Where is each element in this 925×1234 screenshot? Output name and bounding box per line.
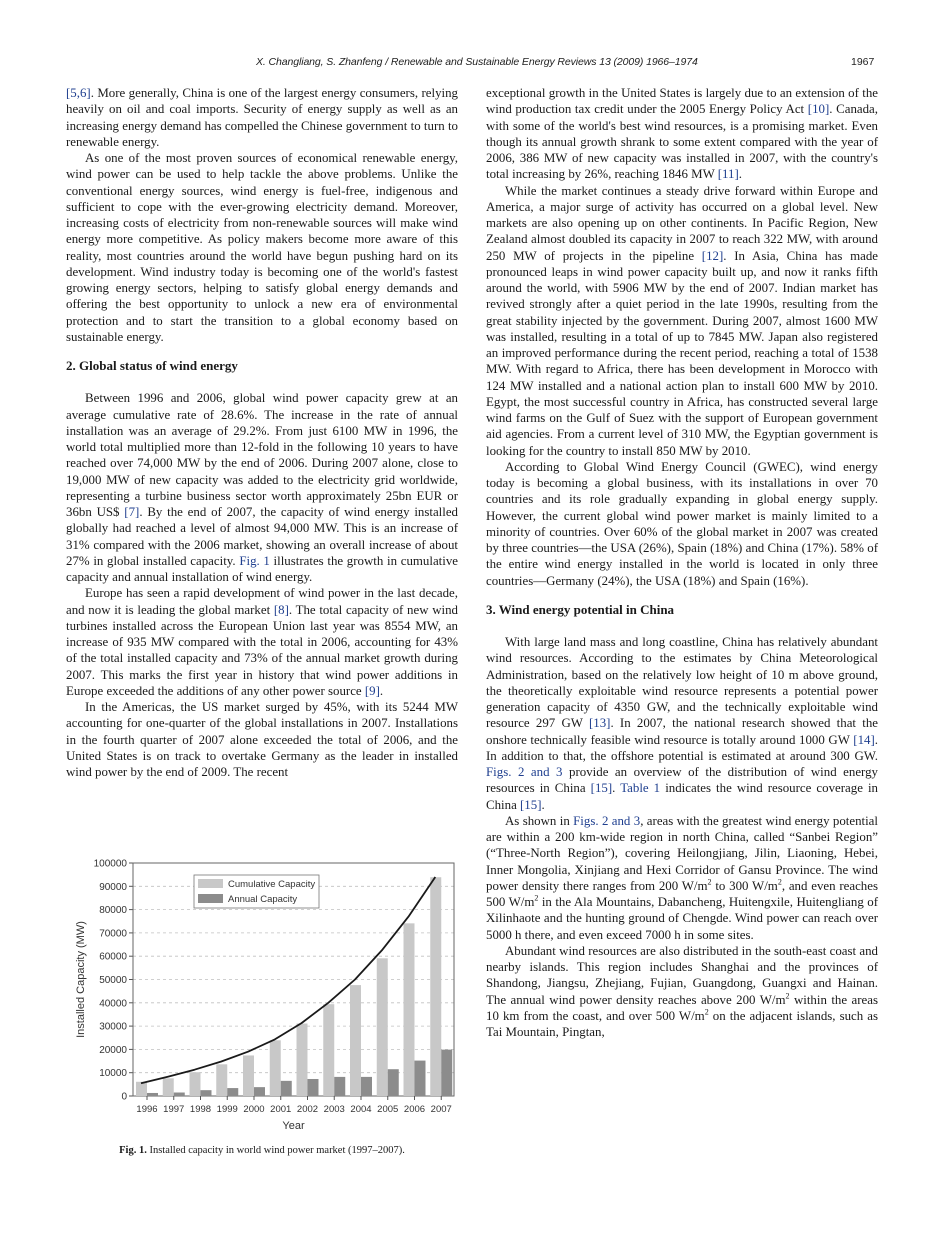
cumulative-bar [297,1024,308,1096]
annual-bar [361,1077,372,1096]
paragraph: As shown in Figs. 2 and 3, areas with the greatest wind energy potential are within a 200 km-wide region in north China, called “Sanbei Region” (“Three-North Region”), covering Heilongjiang, Jilin, Liaoning, Hebei, Inner Mongolia, Xinjiang and Hexi Corridor of Gansu Province. The wind power density there ranges from 200 $W/m^2$ to 300 $W/m^2$, and even reaches 500 $W/m^2$ in the Ala Mountains, Dabancheng, Huitengxile, Huitengliang of Xilinhaote and the hunting ground of Chengde. Wind power can reach over 5000 h there, and even exceed 7000 h in some sites. [486,813,878,942]
annual-bar [281,1081,292,1096]
x-tick-label: 2007 [430,1104,452,1115]
paragraph: Between 1996 and 2006, global wind power capacity grew at an average cumulative rate of 28.6%. The increase in the rate of annual installation was an average of 29.2%. From just 6100 MW in 1996, the world total multiplied more than 12-fold in the following 10 years to have reached over 74,000 MW by the end of 2006. During 2007 alone, close to 19,000 MW of new capacity was added to the electricity grid worldwide, representing a turbine business sector worth approximately 25bn EUR or 36bn US$ [7]. By the end of 2007, the capacity of wind energy installed globally had reached a level of almost 94,000 MW. This is an increase of 31% compared with the 2006 market, showing an overall increase of about 27% in global installed capacity. Fig. 1 illustrates the growth in cumulative capacity and annual installation of wind energy. [66,391,458,584]
citation-link[interactable]: [9] [364,683,380,698]
figure-link[interactable]: Fig. 1 [239,553,270,568]
y-tick-label: 50000 [99,975,127,986]
legend-label: Annual Capacity [228,894,298,905]
cumulative-bar [243,1055,254,1096]
left-column [66,85,458,780]
cumulative-bar [430,877,441,1096]
y-tick-label: 30000 [99,1021,127,1033]
cumulative-bar [350,985,361,1096]
y-tick-label: 40000 [99,998,127,1010]
legend-label: Cumulative Capacity [228,879,316,890]
x-tick-label: 2000 [243,1104,265,1115]
cumulative-bar [216,1064,227,1096]
x-tick-label: 1996 [136,1104,158,1115]
page-number: 1967 [851,56,875,68]
citation-link[interactable]: [12] [701,248,724,263]
x-tick-label: 2006 [403,1104,426,1115]
annual-bar [441,1050,452,1096]
paragraph: [5,6]. More generally, China is one of the largest energy consumers, relying heavily on oil and coal imports. Security of energy supply as well as an increasing energy demand has compelled the Chinese government to turn to renewable energy. [66,86,458,149]
citation-link[interactable]: [10] [807,102,830,117]
journal-citation: X. Changliang, S. Zhanfeng / Renewable and Sustainable Energy Reviews 13 (2009) 1966–1974 [256,56,698,68]
y-tick-label: 90000 [99,881,127,893]
x-tick-label: 2004 [350,1104,372,1115]
x-tick-label: 1997 [163,1104,185,1115]
paragraph: Europe has seen a rapid development of wind power in the last decade, and now it is leading the global market [8]. The total capacity of new wind turbines installed across the European Union last year was 8554 MW, an increase of 935 MW compared with the total in 2006, accounting for 43% of the total installed capacity and 73% of the annual market growth during 2007. This marks the first year in history that wind power additions in Europe exceeded the additions of any other power source [9]. [66,586,458,698]
paragraph: exceptional growth in the United States is largely due to an extension of the wind production tax credit under the 2005 Energy Policy Act [10]. Canada, with some of the world's best wind resources, is a promising market. Even though its annual growth shrank to some extent compared with the year of 2006, 386 MW of new capacity was installed in 2007, with the country's total increasing by 26%, reaching 1846 MW [11]. [486,86,878,182]
paragraph: According to Global Wind Energy Council (GWEC), wind energy today is becoming a global business, with its installations in over 70 countries and its role gradually expanding in global energy supply. However, the current global wind power market is mainly limited to a minority of countries. Over 60% of the global market in 2007 was created by three countries—the USA (26%), Spain (18%) and China (17%). 58% of the entire wind energy installed in the world is located in only three countries—Germany (24%), the USA (18%) and Spain (16%). [486,459,878,588]
y-tick-label: 100000 [93,858,127,870]
x-tick-label: 2001 [270,1104,292,1115]
running-header [0,56,925,72]
legend-swatch-annual [198,894,223,903]
section-heading: 2. Global status of wind energy [66,358,238,373]
figure-link[interactable]: Figs. 2 and 3 [573,813,641,828]
annual-bar [334,1077,345,1096]
x-axis-label: Year [282,1120,305,1132]
paragraph: While the market continues a steady drive forward within Europe and America, a major surge of activity has occurred on a global level. New markets are also opening up on other continents. In Pacific Region, New Zealand almost doubled its capacity in 2007 to reach 322 MW, with around 250 MW of projects in the pipeline [12]. In Asia, China has made pronounced leaps in wind power capacity built up, and now it ranks fifth around the world, with 5906 MW by the end of 2007. Indian market has revived strongly after a quiet period in the late 1990s, resulting from the great stability injected by the government. During 2007, almost 1600 MW was installed, resulting in a total of up to 7845 MW. Japan also registered an improved performance during the recent period, reaching a total of 1538 MW. With regard to Africa, there has been development in Morocco with 124 MW installed and a national action plan to install 600 MW by 2010. Egypt, the most successful country in Africa, has constructed several large wind farms on the Gulf of Suez with the support of European government aid agencies. From a current level of 310 MW, the Egyptian government is looking for the country to install 850 MW by 2010. [486,183,878,458]
x-tick-label: 2005 [377,1104,399,1115]
citation-link[interactable]: [15] [590,781,613,796]
y-tick-label: 20000 [99,1044,127,1056]
figure-link[interactable]: Figs. 2 and 3 [486,765,563,779]
cumulative-bar [190,1072,201,1096]
annual-bar [174,1093,185,1096]
right-column [486,85,878,1040]
annual-bar [415,1061,426,1096]
annual-bar [201,1090,212,1096]
x-tick-label: 2003 [323,1104,345,1115]
cumulative-bar [323,1004,334,1096]
cumulative-bar [377,958,388,1096]
y-tick-label: 80000 [99,905,127,917]
y-tick-label: 0 [121,1091,127,1103]
figure-caption: Fig. 1. Installed capacity in world wind power market (1997–2007). [119,1145,405,1156]
citation-link[interactable]: [8] [273,602,289,617]
citation-link[interactable]: [15] [520,797,542,812]
annual-bar [254,1087,265,1096]
annual-bar [227,1088,238,1096]
citation-link[interactable]: [13] [588,716,611,731]
paragraph: As one of the most proven sources of economical renewable energy, wind power can be used to help tackle the above problems. Unlike the conventional energy sources, wind energy is fuel-free, indigenous and sufficient to cope with the ever-growing electricity demand. Moreover, increasing costs of electricity from non-renewable sources will make wind energy more competitive. As policy makers become more aware of this reality, most countries around the world have begun pushing hard on its development. Wind industry today is becoming one of the world's fastest growing energy sectors, helping to satisfy global energy demands and offering the best opportunity to unlock a new era of environmental protection and to start the transition to a global economy based on sustainable energy. [66,151,458,344]
annual-bar [308,1079,319,1096]
legend-swatch-cumulative [198,879,223,888]
cumulative-bar [270,1040,281,1096]
section-heading: 3. Wind energy potential in China [486,601,675,617]
paragraph: Abundant wind resources are also distributed in the south-east coast and nearby islands. This region includes Shanghai and the provinces of Shandong, Jiangsu, Zhejiang, Fujian, Guangdong, Guangxi and Hainan. The annual wind power density reaches above 200 $W/m^2$ within the areas 10 km from the coast, and over 500 $W/m^2$ on the adjacent islands, such as Tai Mountain, Pingtan, [486,943,878,1039]
cumulative-bar [404,923,415,1096]
annual-bar [147,1093,158,1096]
x-tick-label: 2002 [296,1104,319,1115]
y-tick-label: 70000 [99,928,127,940]
citation-link[interactable]: [11] [717,167,739,182]
citation-link[interactable]: [14] [853,732,875,747]
x-tick-label: 1999 [216,1104,238,1115]
figure-1-chart [66,853,458,1143]
y-tick-label: 10000 [99,1068,127,1080]
paragraph: In the Americas, the US market surged by 45%, with its 5244 MW accounting for one-quarter of the global installations in 2007. Installations in the fourth quarter of 2007 alone exceeded the total of 2006, and the United States is on track to overtake Germany as the leader in installed wind power by the end of 2009. The recent [66,700,458,779]
citation-link[interactable]: [7] [124,505,140,519]
cumulative-bar [163,1078,174,1096]
x-tick-label: 1998 [189,1104,212,1115]
citation-link[interactable]: [5,6] [66,86,91,100]
y-axis-label: Installed Capacity (MW) [75,921,87,1038]
table-link[interactable]: Table 1 [620,781,661,796]
paragraph: With large land mass and long coastline, China has relatively abundant wind resources. According to the estimates by China Meteorological Administration, based on the relatively low height of 10 m above ground, the theoretically exploitable wind resource represents a potential power generation capacity of 4350 GW, and the technically exploitable wind resource 297 GW [13]. In 2007, the national research showed that the onshore technically feasible wind resource is totally around 1000 GW [14]. In addition to that, the offshore potential is estimated at around 300 GW. Figs. 2 and 3 provide an overview of the distribution of wind energy resources in China [15]. Table 1 indicates the wind resource coverage in China [15]. [486,635,879,812]
annual-bar [388,1069,399,1096]
bar-chart [66,853,458,1143]
y-tick-label: 60000 [99,951,127,963]
